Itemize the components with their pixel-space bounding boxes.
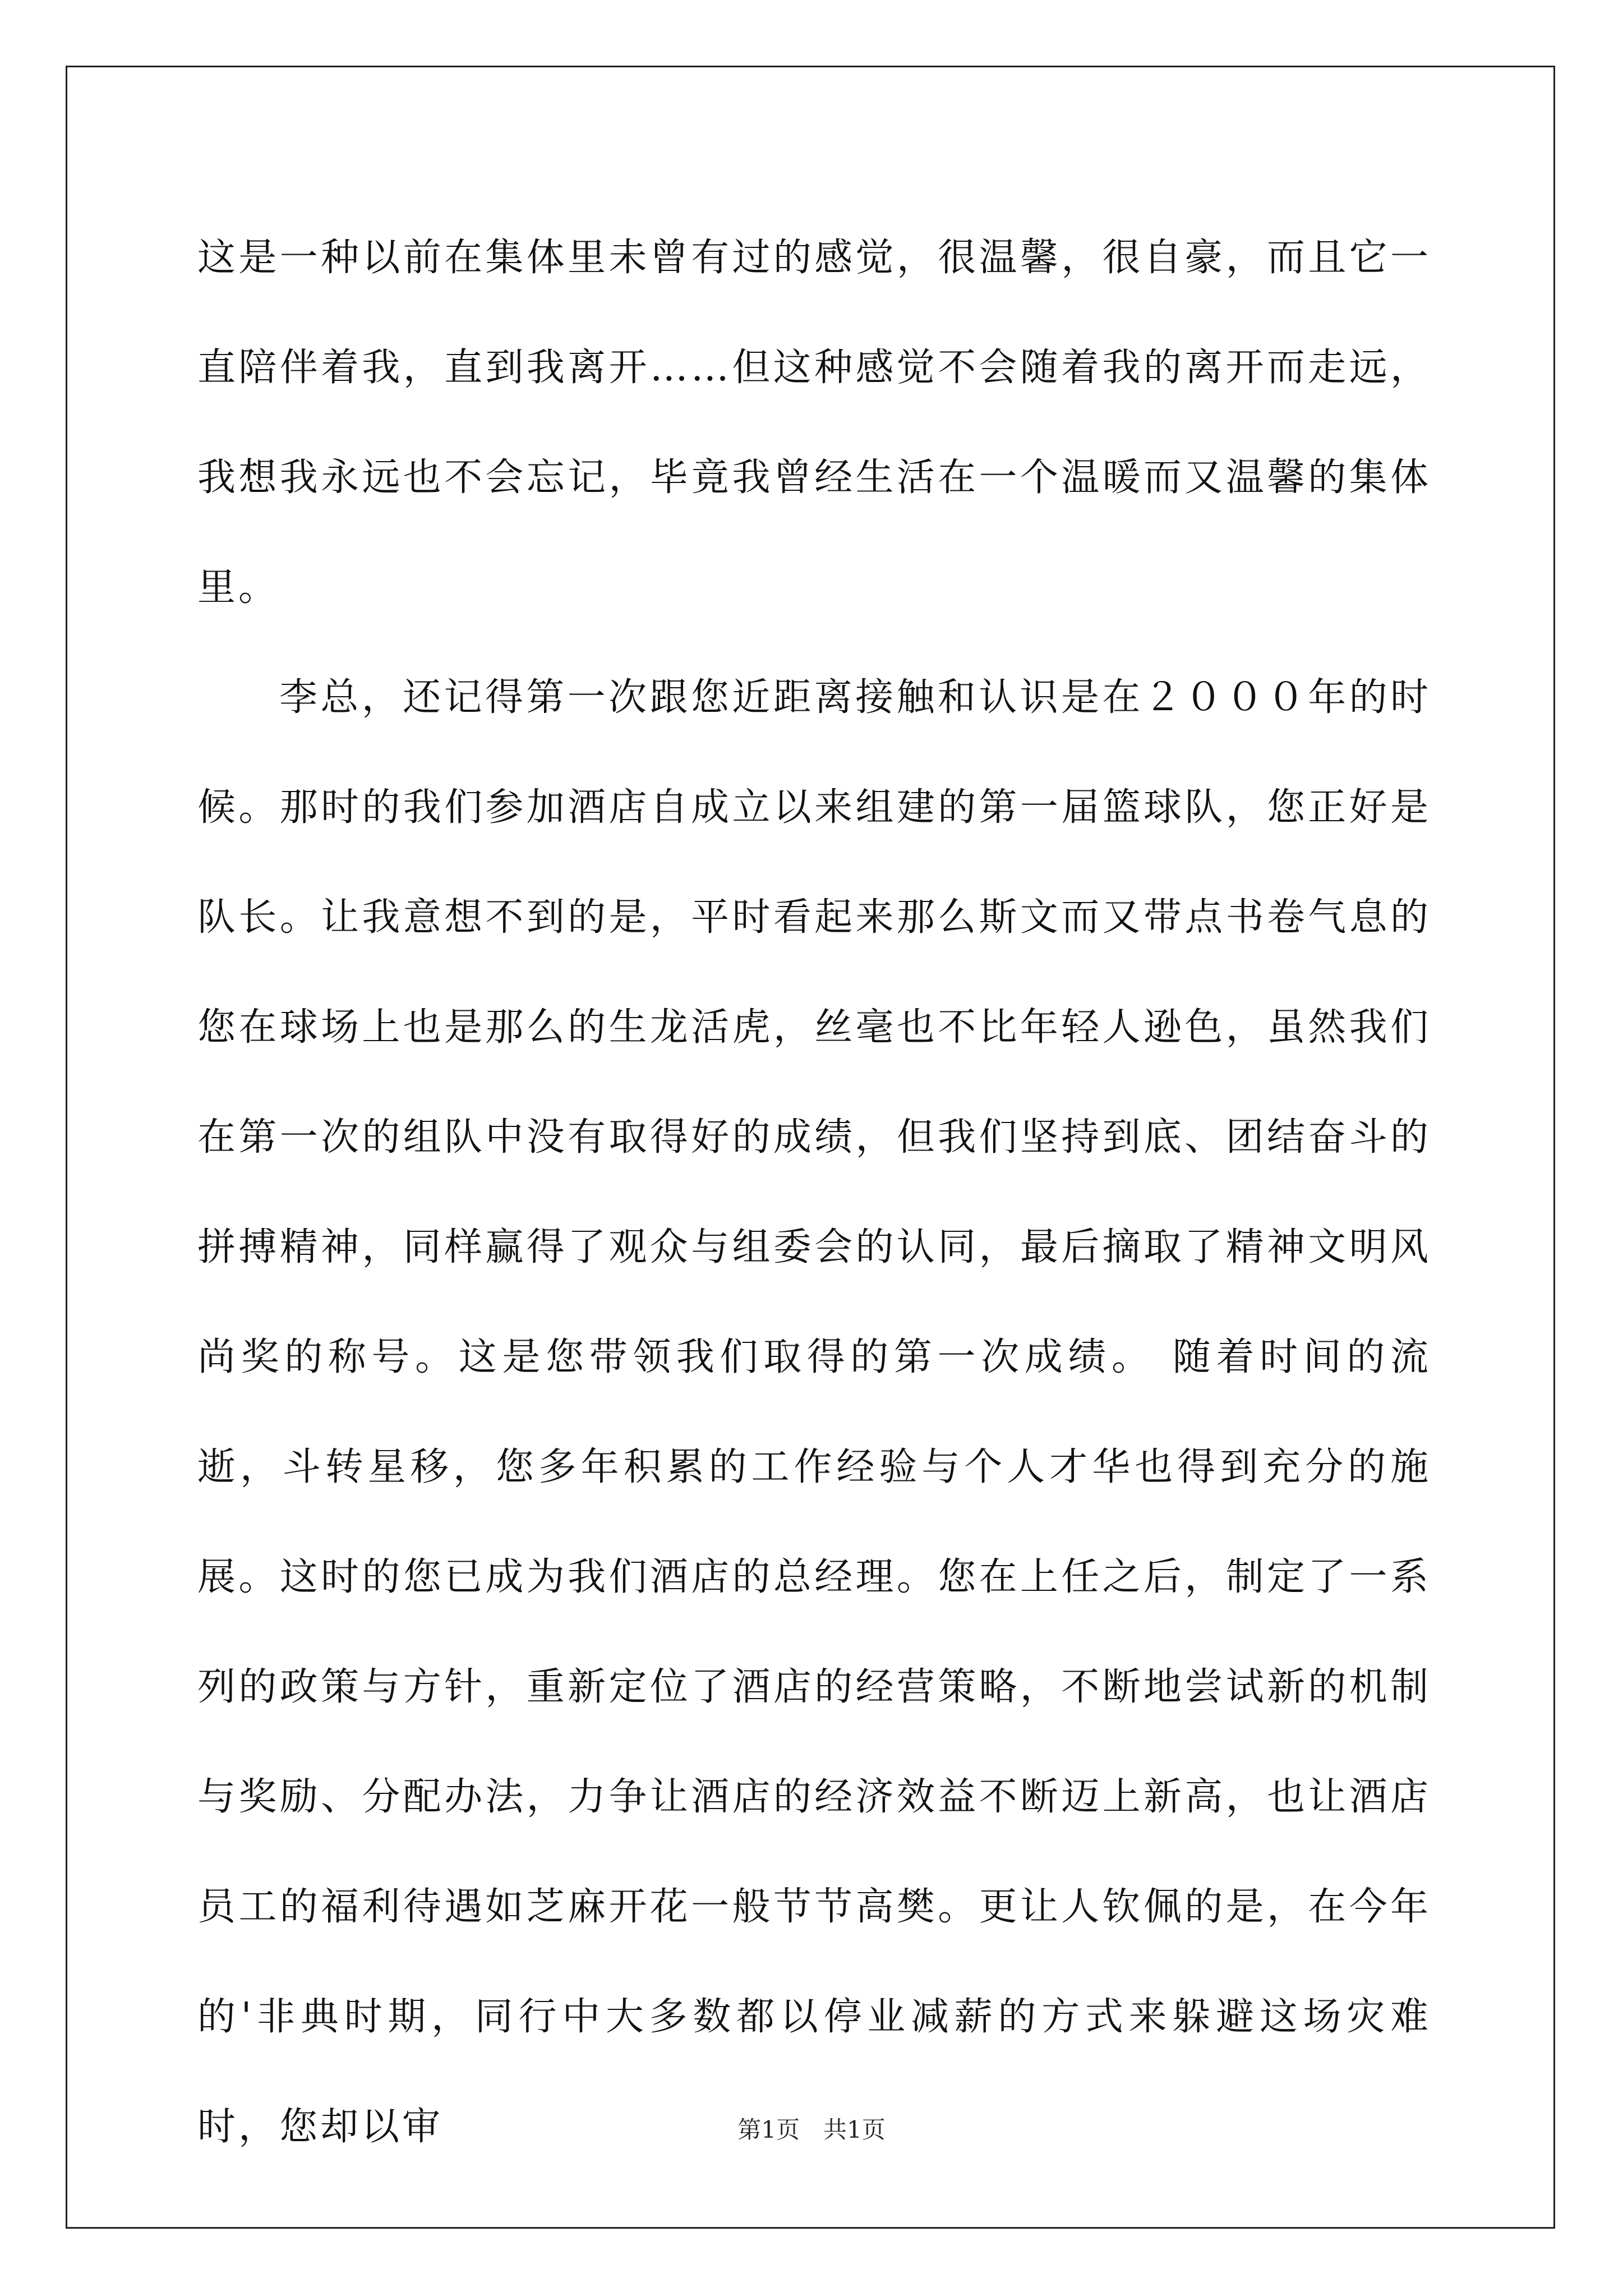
page-number-footer: 第1页 共1页: [737, 2116, 886, 2143]
document-body: [197, 203, 1431, 2182]
paragraph-2: 李总，还记得第一次跟您近距离接触和认识是在２０００年的时候。那时的我们参加酒店自成立以来组建的第一届篮球队，您正好是队长。让我意想不到的是，平时看起来那么斯文而又带点书卷气息的您在球场上也是那么的生龙活虎，丝毫也不比年轻人逊色，虽然我们在第一次的组队中没有取得好的成绩，但我们坚持到底、团结奋斗的拼搏精神，同样赢得了观众与组委会的认同，最后摘取了精神文明风尚奖的称号。这是您带领我们取得的第一次成绩。 随着时间的流逝，斗转星移，您多年积累的工作经验与个人才华也得到充分的施展。这时的您已成为我们酒店的总经理。您在上任之后，制定了一系列的政策与方针，重新定位了酒店的经营策略，不断地尝试新的机制与奖励、分配办法，力争让酒店的经济效益不断迈上新高，也让酒店员工的福利待遇如芝麻开花一般节节高樊。更让人钦佩的是，在今年的'非典时期，同行中大多数都以停业减薪的方式来躲避这场灾难时，您却以审: [197, 675, 1431, 2149]
paragraph-1: 这是一种以前在集体里未曾有过的感觉，很温馨，很自豪，而且它一直陪伴着我，直到我离开……但这种感觉不会随着我的离开而走远，我想我永远也不会忘记，毕竟我曾经生活在一个温暖而又温馨的集体里。: [197, 236, 1431, 610]
